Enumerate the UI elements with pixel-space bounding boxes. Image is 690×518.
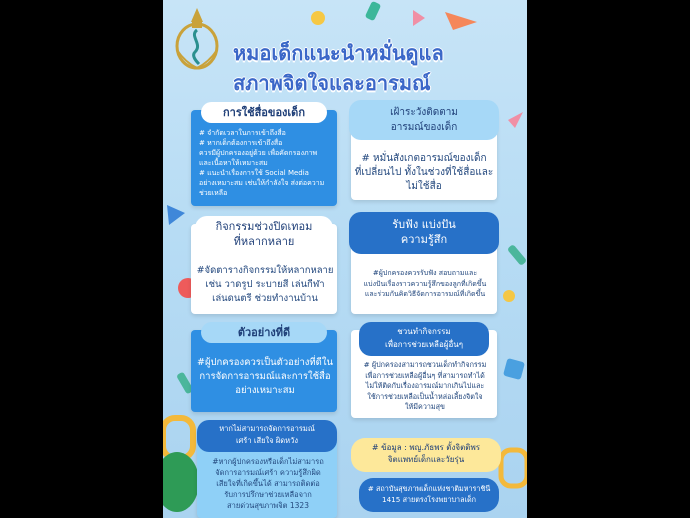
- help-heading-line-2: เพื่อการช่วยเหลือผู้อื่นๆ: [384, 340, 464, 349]
- help-line: ใช้การช่วยเหลือเป็นน้ำหล่อเลี้ยงจิตใจ: [367, 391, 483, 401]
- media-line: ควรมีผู้ปกครองอยู่ด้วย เพื่อคัดกรองภาพ: [199, 149, 318, 157]
- listen-line: แบ่งปันเรื่องราวความรู้สึกของลูกที่เกิดขึ้น: [363, 279, 487, 288]
- activities-heading: [195, 216, 333, 252]
- media-line: # แนะนำเรื่องการใช้ Social Media: [199, 169, 309, 177]
- watch-heading: [349, 100, 499, 140]
- title-line-1: หมอเด็กแนะนำหมั่นดูแล: [233, 41, 444, 65]
- media-line: # จำกัดเวลาในการเข้าถึงสื่อ: [199, 129, 286, 137]
- emotion-line: จัดการอารมณ์เศร้า ความรู้สึกผิด: [215, 468, 321, 477]
- listen-line: และร่วมกันคิดวิธีจัดการอารมณ์ที่เกิดขึ้น: [364, 290, 486, 298]
- institute-logo-icon: [173, 6, 221, 72]
- activities-heading-line-2: ที่หลากหลาย: [233, 235, 295, 248]
- page-title: [233, 38, 523, 98]
- activities-line: เช่น วาดรูป ระบายสี เล่นกีฬา: [205, 279, 325, 290]
- example-line: อย่างเหมาะสม: [235, 385, 295, 396]
- activities-text: [193, 264, 337, 306]
- help-line: ไม่ให้ติดกับเรื่องอารมณ์มากเกินไปและ: [365, 381, 485, 390]
- source-line-1: # ข้อมูล : พญ.ภัธพร ตั้งจิตติพร: [371, 443, 481, 452]
- emotion-line: #หากผู้ปกครองหรือเด็กไม่สามารถ: [212, 457, 324, 466]
- emotion-heading-line-1: หากไม่สามารถจัดการอารมณ์: [219, 424, 315, 433]
- institute-line-1: # สถาบันสุขภาพเด็กแห่งชาติมหาราชินี: [367, 484, 491, 493]
- activities-heading-line-1: กิจกรรมช่วงปิดเทอม: [215, 220, 313, 233]
- example-line: #ผู้ปกครองควรเป็นตัวอย่างที่ดีใน: [197, 357, 333, 368]
- emotion-heading-line-2: เศร้า เสียใจ ผิดหวัง: [235, 436, 298, 445]
- watch-heading-line-2: อารมณ์ของเด็ก: [390, 122, 458, 133]
- media-line: ช่วยเหลือ: [199, 189, 228, 197]
- listen-line: #ผู้ปกครองควรรับฟัง สอบถามและ: [372, 269, 478, 277]
- emotion-heading: [197, 420, 337, 452]
- watch-line: # หมั่นสังเกตอารมณ์ของเด็ก: [361, 153, 487, 164]
- listen-heading-line-2: ความรู้สึก: [400, 233, 448, 246]
- institute-credit: [359, 478, 499, 512]
- listen-heading-line-1: รับฟัง แบ่งปัน: [392, 218, 456, 231]
- title-line-2: สภาพจิตใจและอารมณ์: [233, 71, 431, 95]
- watch-line: ไม่ใช้สื่อ: [406, 181, 442, 192]
- watch-heading-line-1: เฝ้าระวังติดตาม: [390, 107, 458, 118]
- media-text: [199, 128, 339, 198]
- activities-line: เล่นดนตรี ช่วยทำงานบ้าน: [212, 293, 318, 304]
- emotion-line: สายด่วนสุขภาพจิต 1323: [227, 501, 309, 510]
- emotion-line: รับการปรึกษาช่วยเหลือจาก: [224, 490, 312, 499]
- poster: [163, 0, 527, 518]
- emotion-text: [199, 456, 337, 511]
- media-line: อย่างเหมาะสม เช่นให้กำลังใจ ส่งต่อความ: [199, 179, 325, 187]
- media-line: และเนื้อหาให้เหมาะสม: [199, 159, 268, 167]
- help-line: เพื่อการช่วยเหลือผู้อื่นๆ ที่สามารถทำได้: [365, 370, 485, 380]
- source-credit: [351, 438, 501, 472]
- institute-line-2: 1415 สายตรงโรงพยาบาลเด็ก: [382, 495, 476, 504]
- help-line: ให้มีความสุข: [405, 402, 445, 411]
- help-text: [351, 360, 499, 413]
- example-text: [193, 356, 337, 398]
- listen-heading: [349, 212, 499, 254]
- example-heading: ตัวอย่างที่ดี: [201, 322, 327, 343]
- help-heading-line-1: ชวนทำกิจกรรม: [397, 327, 451, 336]
- example-line: การจัดการอารมณ์และการใช้สื่อ: [199, 371, 331, 382]
- help-line: # ผู้ปกครองสามารถชวนเด็กทำกิจกรรม: [363, 360, 487, 369]
- watch-line: ที่เปลี่ยนไป ทั้งในช่วงที่ใช้สื่อและ: [354, 167, 494, 178]
- media-line: # หากเด็กต้องการเข้าถึงสื่อ: [199, 139, 283, 147]
- help-heading: [359, 322, 489, 356]
- source-line-2: จิตแพทย์เด็กและวัยรุ่น: [387, 455, 465, 464]
- activities-line: #จัดตารางกิจกรรมให้หลากหลาย: [196, 265, 334, 276]
- listen-text: [351, 268, 499, 300]
- media-heading: การใช้สื่อของเด็ก: [201, 102, 327, 123]
- emotion-line: เสียใจที่เกิดขึ้นได้ สามารถติดต่อ: [216, 479, 320, 488]
- watch-text: [353, 152, 495, 194]
